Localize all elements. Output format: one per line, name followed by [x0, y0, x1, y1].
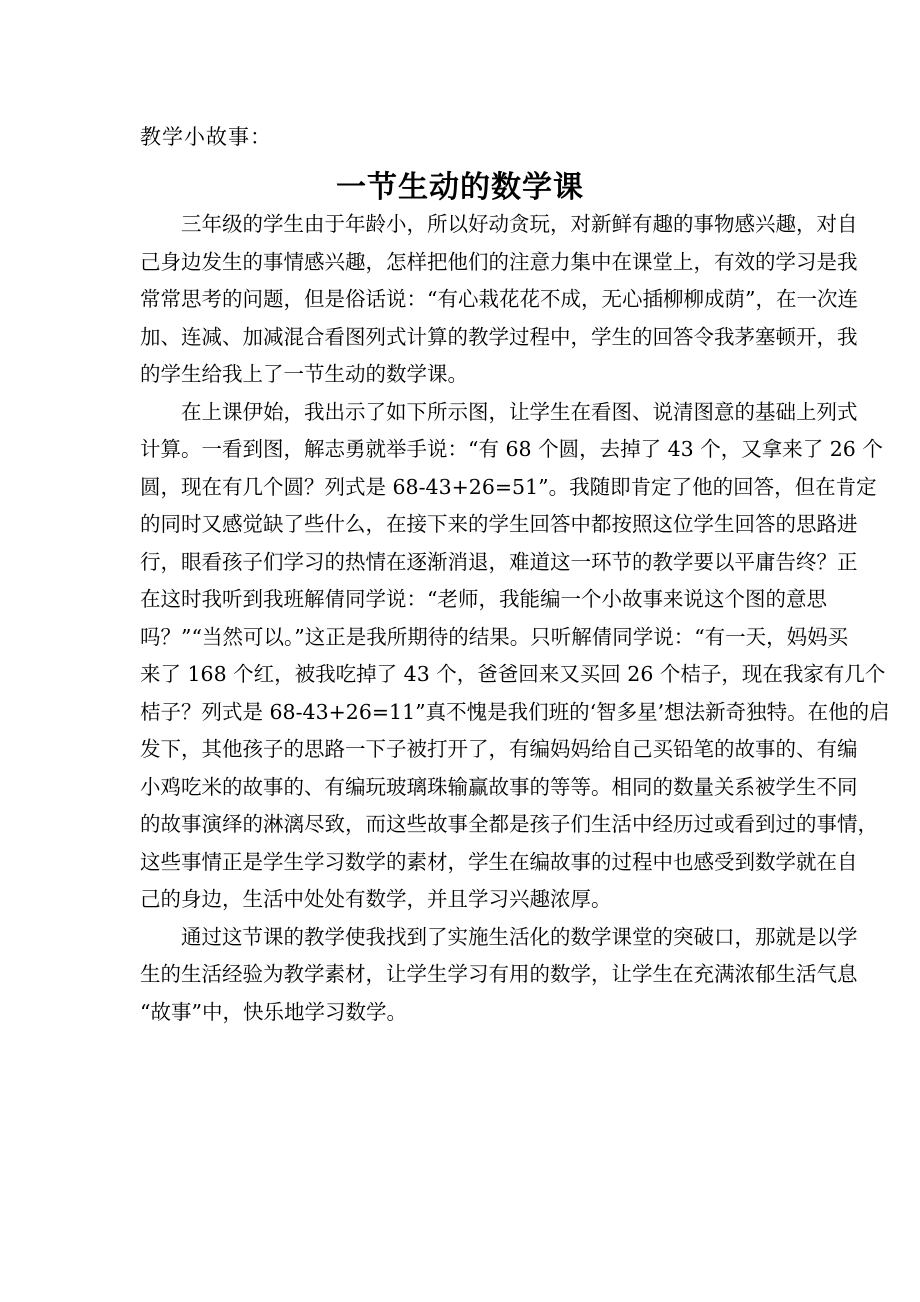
text-line: 来了 168 个红，被我吃掉了 43 个，爸爸回来又买回 26 个桔子，现在我家有几个 [140, 662, 886, 686]
text-line: 发下，其他孩子的思路一下子被打开了，有编妈妈给自己买铅笔的故事的、有编 [140, 737, 858, 761]
text-line: 己的身边，生活中处处有数学，并且学习兴趣浓厚。 [140, 887, 612, 911]
text-line: 的学生给我上了一节生动的数学课。 [140, 362, 468, 386]
page-title: 一节生动的数学课 [336, 170, 584, 205]
section-label: 教学小故事： [140, 125, 272, 149]
text-line: 圆，现在有几个圆？列式是 68-43+26=51”。我随即肯定了他的回答，但在肯定 [140, 474, 877, 499]
text-line: 在这时我听到我班解倩同学说：“老师，我能编一个小故事来说这个图的意思 [140, 587, 827, 611]
text-line: 生的生活经验为教学素材，让学生学习有用的数学，让学生在充满浓郁生活气息 [140, 962, 858, 986]
text-line: 常常思考的问题，但是俗话说：“有心栽花花不成，无心插柳柳成荫”，在一次连 [140, 287, 858, 311]
text-line: 的同时又感觉缺了些什么，在接下来的学生回答中都按照这位学生回答的思路进 [140, 512, 858, 536]
text-line: 这些事情正是学生学习数学的素材，学生在编故事的过程中也感受到数学就在自 [140, 849, 858, 874]
text-line: 三年级的学生由于年龄小，所以好动贪玩，对新鲜有趣的事物感兴趣，对自 [181, 212, 858, 236]
text-line: 在上课伊始，我出示了如下所示图，让学生在看图、说清图意的基础上列式 [181, 399, 858, 424]
paragraph-2 [140, 394, 890, 919]
text-line: 桔子？列式是 68-43+26=11”真不愧是我们班的‘智多星’想法新奇独特。在他的启 [140, 699, 890, 724]
text-line: 小鸡吃米的故事的、有编玩玻璃珠输赢故事的等等。相同的数量关系被学生不同 [140, 774, 858, 799]
text-line: 加、连减、加减混合看图列式计算的教学过程中，学生的回答令我茅塞顿开，我 [140, 324, 858, 349]
text-line: 的故事演绎的淋漓尽致，而这些故事全都是孩子们生活中经历过或看到过的事情， [140, 812, 878, 836]
text-line: “故事”中，快乐地学习数学。 [140, 999, 407, 1024]
paragraph-1 [140, 206, 858, 394]
text-line: 计算。一看到图，解志勇就举手说：“有 68 个圆，去掉了 43 个，又拿来了 26 个 [140, 437, 883, 461]
text-line: 吗？”“当然可以。”这正是我所期待的结果。只听解倩同学说：“有一天，妈妈买 [140, 624, 849, 649]
article-body [140, 206, 890, 1031]
text-line: 己身边发生的事情感兴趣，怎样把他们的注意力集中在课堂上，有效的学习是我 [140, 249, 858, 274]
text-line: 通过这节课的教学使我找到了实施生活化的数学课堂的突破口，那就是以学 [181, 924, 858, 949]
paragraph-3 [140, 919, 858, 1032]
text-line: 行，眼看孩子们学习的热情在逐渐消退，难道这一环节的教学要以平庸告终？正 [140, 549, 858, 574]
